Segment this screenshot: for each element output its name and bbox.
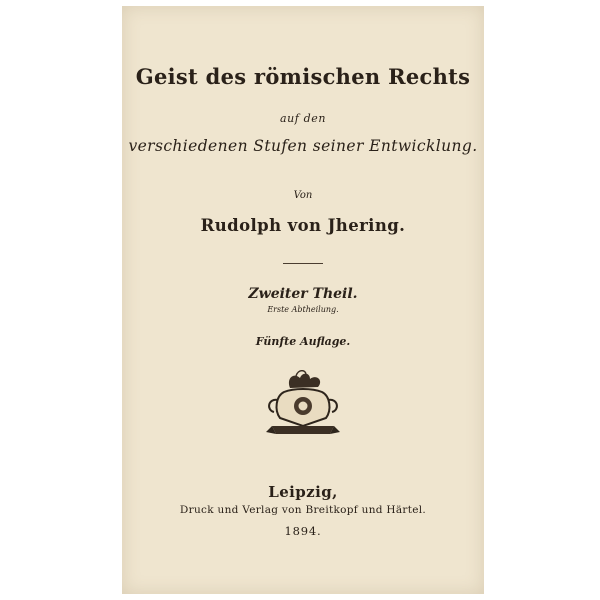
- ornament-ribbon: [272, 426, 334, 434]
- edition-label: Fünfte Auflage.: [255, 335, 351, 348]
- author-name: Rudolph von Jhering.: [200, 216, 406, 235]
- subtitle-line-1: auf den: [279, 112, 327, 125]
- division-label: Erste Abtheilung.: [267, 305, 339, 314]
- publication-year: 1894.: [284, 524, 322, 538]
- title-page: [122, 6, 484, 594]
- part-label: Zweiter Theil.: [248, 286, 358, 302]
- printer-device-ornament-icon: [260, 370, 346, 440]
- ornament-medallion-inner: [299, 402, 308, 411]
- divider-rule: [283, 263, 323, 264]
- book-title: Geist des römischen Rechts: [135, 64, 471, 89]
- place-of-publication: Leipzig,: [268, 483, 338, 501]
- subtitle-line-2: verschiedenen Stufen seiner Entwicklung.: [128, 137, 478, 155]
- ornament-foliage: [289, 374, 320, 388]
- by-label: Von: [293, 190, 313, 201]
- publisher-line: Druck und Verlag von Breitkopf und Härtel.: [179, 504, 427, 516]
